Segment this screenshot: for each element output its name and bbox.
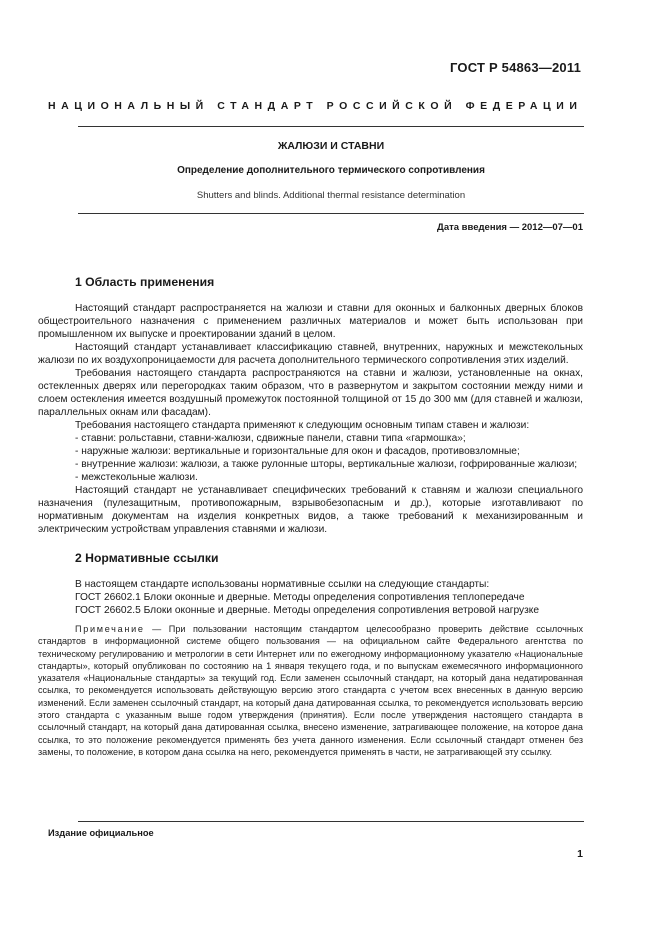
introduction-date: Дата введения — 2012—07—01 <box>437 222 583 233</box>
reference-item: ГОСТ 26602.5 Блоки оконные и дверные. Методы определения сопротивления ветровой нагрузке <box>75 605 540 616</box>
top-divider <box>78 126 584 127</box>
reference-item: ГОСТ 26602.1 Блоки оконные и дверные. Методы определения сопротивления теплопередаче <box>75 592 525 603</box>
document-subtitle: Определение дополнительного термического сопротивления <box>177 165 485 176</box>
type-list-item: - ставни: рольставни, ставни-жалюзи, сдвижные панели, ставни типа «гармошка»; <box>75 433 466 444</box>
section-1-paragraph: Настоящий стандарт распространяется на жалюзи и ставни для оконных и балконных дверных блоков общестроительного назначения с применением различных материалов и может быть использован при промышленном их выпуске и проектировании зданий в целом. <box>38 303 583 340</box>
section-1-title: 1 Область применения <box>75 275 215 289</box>
note-label: Примечание <box>75 624 145 634</box>
type-list-item: - межстекольные жалюзи. <box>75 472 198 483</box>
official-edition-label: Издание официальное <box>48 828 154 838</box>
references-lead: В настоящем стандарте использованы нормативные ссылки на следующие стандарты: <box>75 579 490 590</box>
section-1-paragraph: Требования настоящего стандарта применяют к следующим основным типам ставен и жалюзи: <box>75 420 530 431</box>
english-title: Shutters and blinds. Additional thermal resistance determination <box>196 190 466 201</box>
document-title: ЖАЛЮЗИ И СТАВНИ <box>277 140 385 152</box>
title-divider <box>78 213 584 214</box>
standard-code: ГОСТ Р 54863—2011 <box>450 60 581 75</box>
document-body <box>38 274 583 767</box>
section-1-paragraph: Требования настоящего стандарта распространяются на ставни и жалюзи, установленные на окнах, остекленных дверях или перегородках таким образом, что в развернутом и закрытом состоянии между ними и слоем остекления имеется воздушный промежуток постоянной толщиной от 15 до 300 мм (для ставней и жалюзи, параллельных окнам или фасадам). <box>38 368 583 418</box>
section-2-title: 2 Нормативные ссылки <box>75 551 219 565</box>
type-list-item: - наружные жалюзи: вертикальные и горизонтальные для окон и фасадов, противовзломные; <box>75 446 520 457</box>
section-1-closing-paragraph: Настоящий стандарт не устанавливает специфических требований к ставням и жалюзи специального назначения (пулезащитным, противопожарным, взрывобезопасным и др.), которые изготавливают по нормативным документам на изделия конкретных видов, а также требований к механизированным и электрическим устройствам управления ставнями и жалюзи. <box>38 485 583 535</box>
page-number: 1 <box>577 848 583 860</box>
references-note <box>38 623 583 758</box>
national-standard-heading: НАЦИОНАЛЬНЫЙ СТАНДАРТ РОССИЙСКОЙ ФЕДЕРАЦИИ <box>48 100 583 112</box>
footer-divider <box>78 821 584 822</box>
section-1-paragraph: Настоящий стандарт устанавливает классификацию ставней, внутренних, наружных и межстекольных жалюзи по их воздухопроницаемости для расчета дополнительного термического сопротивления этих изделий. <box>38 342 583 366</box>
note-text: — При пользовании настоящим стандартом целесообразно проверить действие ссылочных стандартов в информационной системе общего пользования — на официальном сайте Федерального агентства по техническому регулированию и метрологии в сети Интернет или по ежегодному информационному указателю «Национальные стандарты», который опубликован по состоянию на 1 января текущего года, и по выпускам ежемесячного информационного указателя «Национальные стандарты» за текущий год. Если заменен ссылочный стандарт, на который дана недатированная ссылка, то рекомендуется использовать действующую версию этого стандарта с учетом всех внесенных в данную версию изменений. Если заменен ссылочный стандарт, на который дана датированная ссылка, то рекомендуется использовать версию этого стандарта с указанным выше годом утверждения (принятия). Если после утверждения настоящего стандарта в ссылочный стандарт, на который дана датированная ссылка, внесено изменение, затрагивающее положение, на которое дана ссылка, то это положение рекомендуется применять без учета данного изменения. Если ссылочный стандарт отменен без замены, то положение, в котором дана ссылка на него, рекомендуется применять в части, не затрагивающей эту ссылку. <box>38 624 583 757</box>
type-list-item: - внутренние жалюзи: жалюзи, а также рулонные шторы, вертикальные жалюзи, гофрированные жалюзи; <box>75 459 578 470</box>
